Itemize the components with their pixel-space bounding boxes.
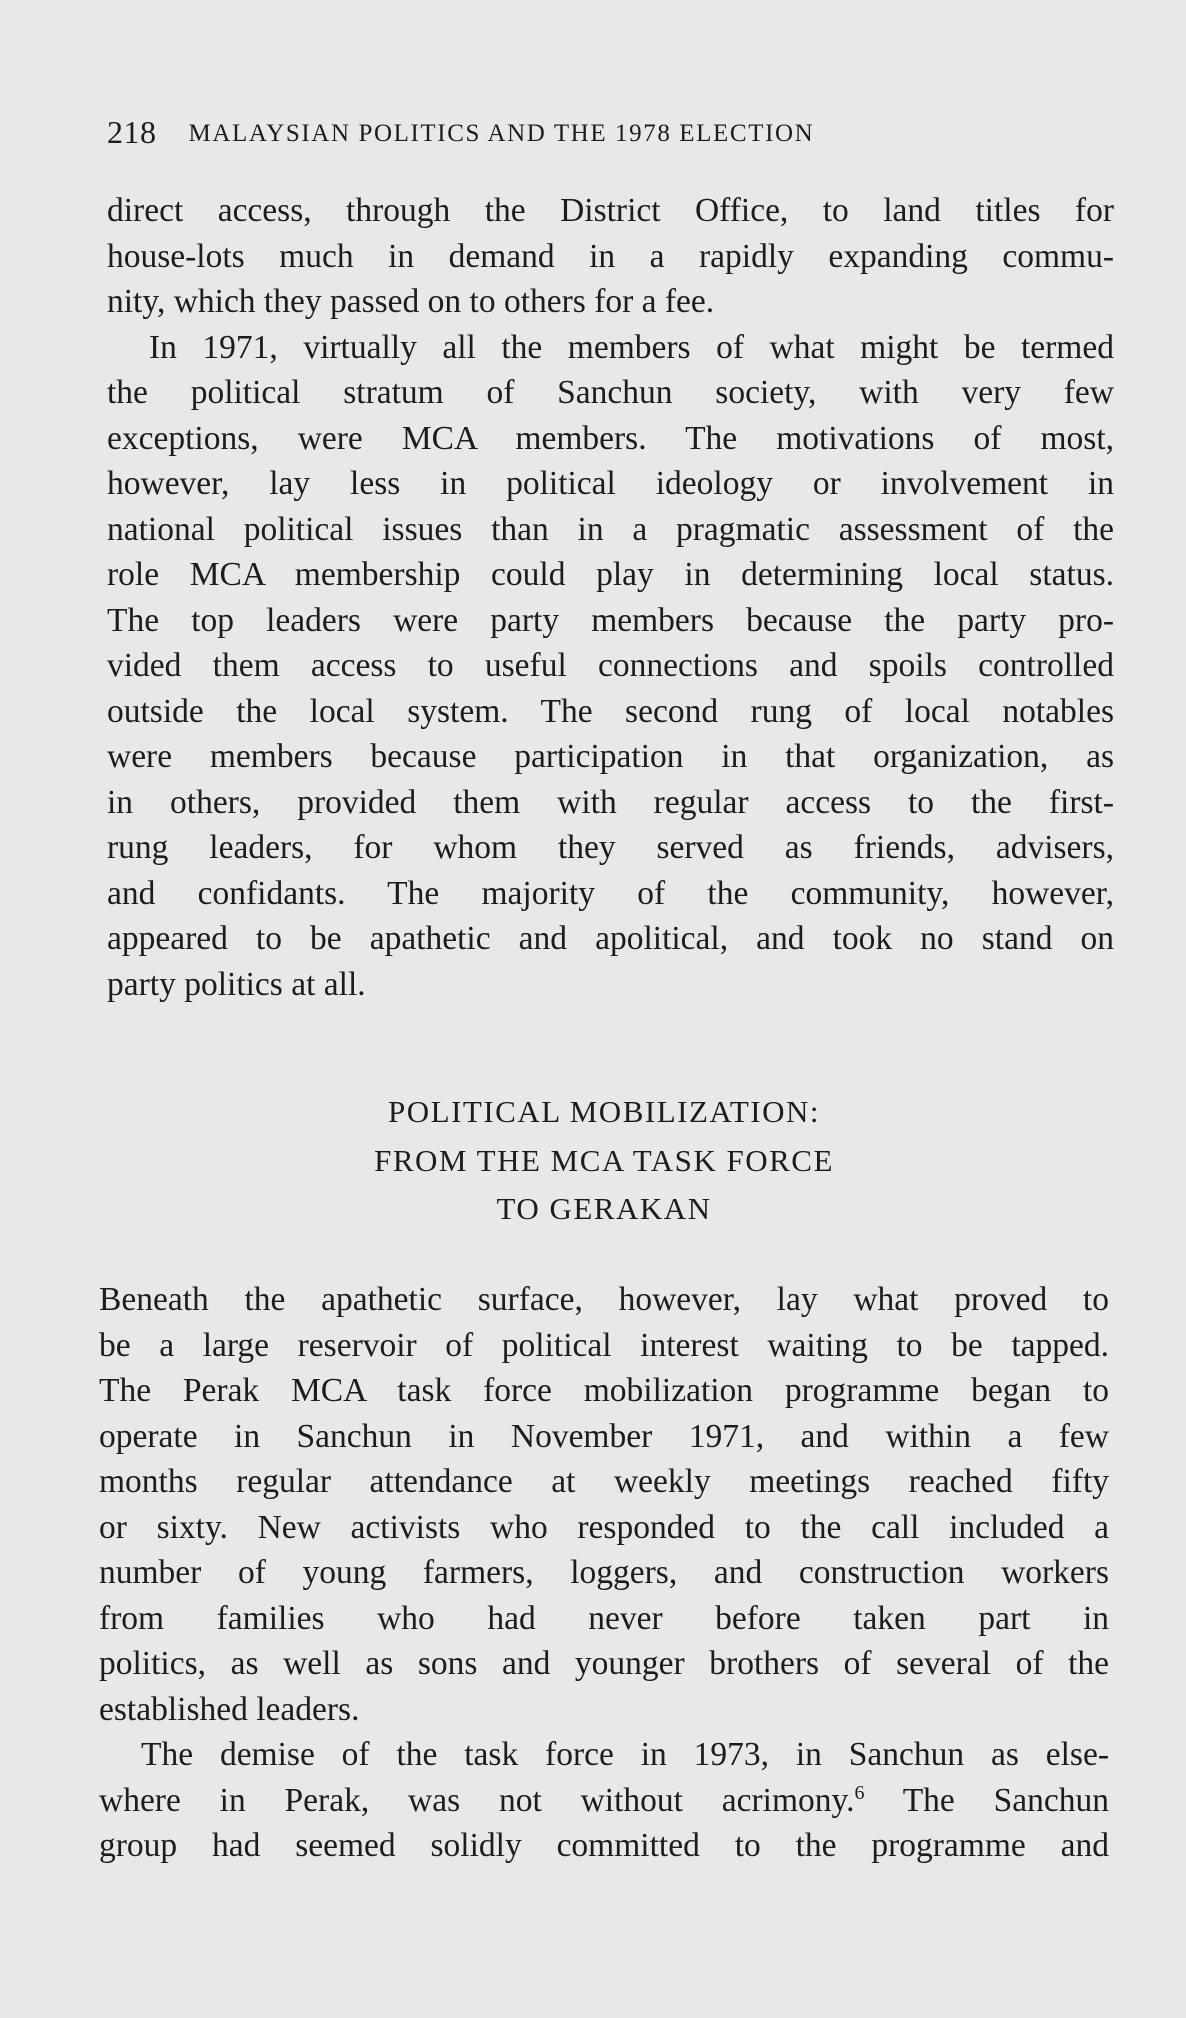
text-line: role MCA membership could play in determining local status.	[107, 556, 1114, 593]
text-line: or sixty. New activists who responded to the call included a	[99, 1508, 1109, 1546]
text-line: months regular attendance at weekly meetings reached fifty	[99, 1463, 1109, 1500]
text-line: Beneath the apathetic surface, however, lay what proved to	[99, 1281, 1109, 1318]
text-line: be a large reservoir of political interest waiting to be tapped.	[99, 1326, 1109, 1364]
body-text-section-1	[107, 188, 1114, 1007]
text-line: party politics at all.	[107, 965, 366, 1003]
text-line: The top leaders were party members because the party pro-	[107, 601, 1114, 639]
text-line: appeared to be apathetic and apolitical, and took no stand on	[107, 920, 1114, 957]
text-line: were members because participation in that organization, as	[107, 738, 1114, 775]
text-line: established leaders.	[99, 1690, 360, 1728]
text-line: number of young farmers, loggers, and construction workers	[99, 1554, 1109, 1591]
running-header	[107, 114, 1117, 154]
text-line: and confidants. The majority of the community, however,	[107, 874, 1114, 912]
text-line: operate in Sanchun in November 1971, and within a few	[99, 1417, 1109, 1455]
text-line: rung leaders, for whom they served as friends, advisers,	[107, 829, 1114, 866]
heading-line: POLITICAL MOBILIZATION:	[388, 1094, 820, 1129]
running-title: MALAYSIAN POLITICS AND THE 1978 ELECTION	[188, 120, 815, 147]
heading-line: TO GERAKAN	[496, 1191, 712, 1226]
text-line: exceptions, were MCA members. The motivations of most,	[107, 419, 1114, 457]
text-line: the political stratum of Sanchun society, with very few	[107, 374, 1114, 411]
text-line: national political issues than in a pragmatic assessment of the	[107, 510, 1114, 548]
body-text-section-2	[99, 1277, 1109, 1869]
text-line: In 1971, virtually all the members of what might be termed	[149, 328, 1114, 366]
section-heading	[99, 1088, 1109, 1234]
text-segment: where in Perak, was not without acrimony.	[99, 1781, 855, 1819]
text-line: direct access, through the District Office, to land titles for	[107, 192, 1114, 229]
heading-line: FROM THE MCA TASK FORCE	[374, 1142, 834, 1178]
text-segment: The Sanchun	[864, 1781, 1109, 1819]
text-line: however, lay less in political ideology or involvement in	[107, 465, 1114, 502]
text-line	[99, 1778, 1109, 1824]
text-line: nity, which they passed on to others for a fee.	[107, 283, 715, 320]
text-line: from families who had never before taken part in	[99, 1599, 1109, 1637]
text-line: politics, as well as sons and younger brothers of several of the	[99, 1645, 1109, 1682]
text-line: in others, provided them with regular access to the first-	[107, 783, 1114, 821]
text-line: outside the local system. The second rung of local notables	[107, 692, 1114, 730]
text-line: The Perak MCA task force mobilization programme began to	[99, 1372, 1109, 1409]
footnote-marker: 6	[854, 1781, 865, 1804]
text-line: group had seemed solidly committed to the programme and	[99, 1827, 1109, 1864]
page-number: 218	[107, 114, 157, 150]
text-line: The demise of the task force in 1973, in Sanchun as else-	[141, 1736, 1109, 1773]
text-line: vided them access to useful connections and spoils controlled	[107, 647, 1114, 684]
text-line: house-lots much in demand in a rapidly expanding commu-	[107, 237, 1114, 275]
